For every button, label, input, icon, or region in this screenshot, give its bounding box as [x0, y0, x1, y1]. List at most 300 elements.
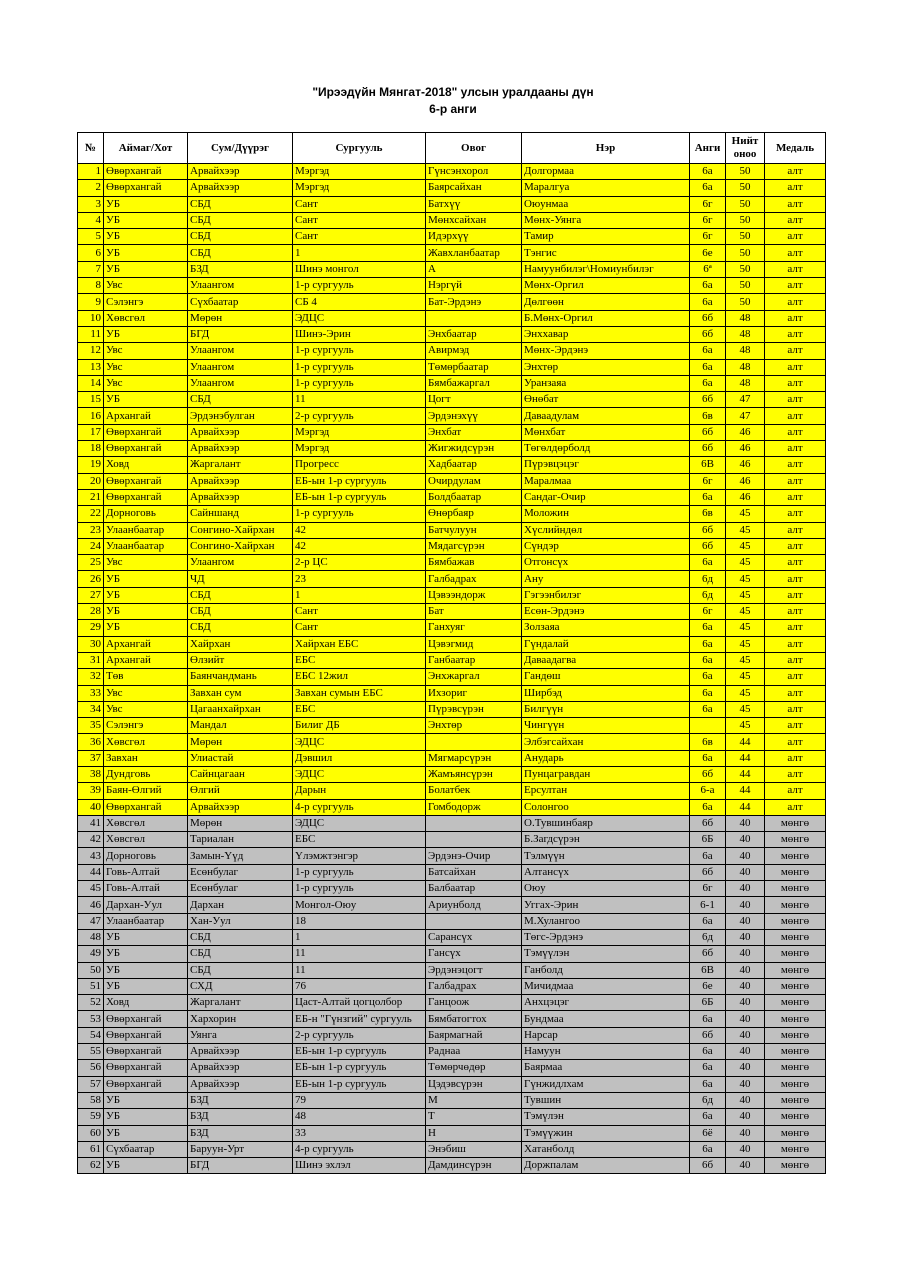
cell-sum: Улаангом: [188, 375, 293, 391]
cell-name: Билгүүн: [522, 701, 690, 717]
cell-grade: 6а: [690, 294, 726, 310]
cell-grade: 6а: [690, 375, 726, 391]
cell-school: Дэвшил: [293, 750, 426, 766]
cell-number: 56: [78, 1060, 104, 1076]
cell-score: 48: [726, 343, 765, 359]
cell-medal: мөнгө: [765, 897, 826, 913]
cell-school: 11: [293, 392, 426, 408]
cell-medal: алт: [765, 441, 826, 457]
cell-aimag: УБ: [104, 978, 188, 994]
cell-name: Хүслийндөл: [522, 522, 690, 538]
table-row: [78, 864, 826, 880]
table-row: [78, 946, 826, 962]
cell-surname: Энхбаатар: [426, 326, 522, 342]
cell-score: 50: [726, 164, 765, 180]
cell-grade: 6ё: [690, 1125, 726, 1141]
cell-aimag: Өвөрхангай: [104, 1044, 188, 1060]
cell-name: Ерсултан: [522, 783, 690, 799]
cell-number: 43: [78, 848, 104, 864]
cell-surname: Болатбек: [426, 783, 522, 799]
cell-school: ЭДЦС: [293, 766, 426, 782]
cell-sum: Арвайхээр: [188, 799, 293, 815]
header-grade: Анги: [690, 133, 726, 164]
table-row: [78, 180, 826, 196]
cell-school: ЭДЦС: [293, 310, 426, 326]
cell-score: 40: [726, 929, 765, 945]
cell-grade: 6а: [690, 620, 726, 636]
cell-number: 9: [78, 294, 104, 310]
cell-sum: ЧД: [188, 571, 293, 587]
table-row: [78, 685, 826, 701]
cell-sum: Есөнбулаг: [188, 881, 293, 897]
cell-school: Цаст-Алтай цогцолбор: [293, 995, 426, 1011]
cell-name: Алтансүх: [522, 864, 690, 880]
cell-surname: Н: [426, 1125, 522, 1141]
cell-sum: Сонгино-Хайрхан: [188, 538, 293, 554]
cell-grade: 6б: [690, 946, 726, 962]
cell-surname: Цэвээндорж: [426, 587, 522, 603]
cell-name: Мөнхбат: [522, 424, 690, 440]
cell-number: 10: [78, 310, 104, 326]
cell-medal: мөнгө: [765, 848, 826, 864]
cell-surname: Батчулуун: [426, 522, 522, 538]
cell-grade: 6а: [690, 750, 726, 766]
cell-sum: СБД: [188, 604, 293, 620]
cell-aimag: Улаанбаатар: [104, 538, 188, 554]
table-row: [78, 229, 826, 245]
cell-name: Уранзаяа: [522, 375, 690, 391]
cell-number: 60: [78, 1125, 104, 1141]
cell-grade: 6а: [690, 1076, 726, 1092]
cell-name: Уггах-Эрин: [522, 897, 690, 913]
cell-school: Шинэ эхлэл: [293, 1158, 426, 1174]
cell-sum: Арвайхээр: [188, 164, 293, 180]
cell-surname: Мядагсүрэн: [426, 538, 522, 554]
cell-surname: Энхтөр: [426, 718, 522, 734]
cell-school: 1: [293, 587, 426, 603]
cell-grade: 6е: [690, 245, 726, 261]
cell-number: 11: [78, 326, 104, 342]
cell-name: Сандаг-Очир: [522, 489, 690, 505]
cell-medal: алт: [765, 164, 826, 180]
table-row: [78, 212, 826, 228]
cell-surname: Энхжаргал: [426, 669, 522, 685]
cell-surname: Сарансүх: [426, 929, 522, 945]
cell-school: 1-р сургууль: [293, 881, 426, 897]
table-row: [78, 962, 826, 978]
cell-score: 40: [726, 978, 765, 994]
cell-score: 50: [726, 245, 765, 261]
cell-score: 45: [726, 571, 765, 587]
cell-grade: 6г: [690, 881, 726, 897]
cell-grade: 6-а: [690, 783, 726, 799]
cell-number: 16: [78, 408, 104, 424]
cell-surname: Ганцоож: [426, 995, 522, 1011]
cell-school: ЭДЦС: [293, 815, 426, 831]
cell-name: Пунцагравдан: [522, 766, 690, 782]
cell-school: 1-р сургууль: [293, 864, 426, 880]
cell-name: Б.Загдсүрэн: [522, 832, 690, 848]
cell-grade: 6-1: [690, 897, 726, 913]
cell-name: Төгс-Эрдэнэ: [522, 929, 690, 945]
table-row: [78, 669, 826, 685]
cell-aimag: Архангай: [104, 636, 188, 652]
cell-grade: 6б: [690, 815, 726, 831]
cell-sum: Мөрөн: [188, 734, 293, 750]
cell-surname: Энэбиш: [426, 1141, 522, 1157]
cell-sum: Жаргалант: [188, 995, 293, 1011]
cell-medal: мөнгө: [765, 962, 826, 978]
cell-sum: Эрдэнэбулган: [188, 408, 293, 424]
cell-grade: 6б: [690, 522, 726, 538]
cell-grade: 6а: [690, 799, 726, 815]
cell-sum: СБД: [188, 962, 293, 978]
cell-score: 46: [726, 457, 765, 473]
cell-school: 11: [293, 962, 426, 978]
cell-name: Оюу: [522, 881, 690, 897]
cell-number: 17: [78, 424, 104, 440]
cell-medal: алт: [765, 326, 826, 342]
cell-number: 4: [78, 212, 104, 228]
cell-school: 1-р сургууль: [293, 506, 426, 522]
cell-grade: 6а: [690, 685, 726, 701]
cell-score: 40: [726, 1158, 765, 1174]
cell-number: 47: [78, 913, 104, 929]
cell-number: 52: [78, 995, 104, 1011]
cell-medal: мөнгө: [765, 946, 826, 962]
cell-number: 49: [78, 946, 104, 962]
document-title: "Ирээдүйн Мянгат-2018" улсын уралдааны дүн: [312, 85, 594, 99]
cell-aimag: Увс: [104, 278, 188, 294]
cell-score: 40: [726, 881, 765, 897]
cell-score: 47: [726, 408, 765, 424]
cell-aimag: Увс: [104, 343, 188, 359]
cell-medal: мөнгө: [765, 1011, 826, 1027]
cell-surname: [426, 832, 522, 848]
table-row: [78, 261, 826, 277]
cell-name: Доржпалам: [522, 1158, 690, 1174]
cell-school: Билиг ДБ: [293, 718, 426, 734]
header-school: Сургууль: [293, 133, 426, 164]
cell-number: 53: [78, 1011, 104, 1027]
header-name: Нэр: [522, 133, 690, 164]
cell-aimag: УБ: [104, 229, 188, 245]
cell-school: 76: [293, 978, 426, 994]
cell-medal: алт: [765, 734, 826, 750]
cell-score: 40: [726, 995, 765, 1011]
cell-score: 45: [726, 636, 765, 652]
cell-number: 21: [78, 489, 104, 505]
cell-aimag: УБ: [104, 1158, 188, 1174]
table-row: [78, 1011, 826, 1027]
cell-score: 44: [726, 750, 765, 766]
cell-school: 33: [293, 1125, 426, 1141]
cell-school: ЕБ-ын 1-р сургууль: [293, 473, 426, 489]
cell-medal: алт: [765, 294, 826, 310]
table-row: [78, 978, 826, 994]
cell-medal: алт: [765, 278, 826, 294]
cell-aimag: Завхан: [104, 750, 188, 766]
cell-grade: 6ª: [690, 261, 726, 277]
cell-grade: 6а: [690, 636, 726, 652]
cell-school: 18: [293, 913, 426, 929]
cell-sum: Арвайхээр: [188, 1044, 293, 1060]
cell-number: 36: [78, 734, 104, 750]
cell-sum: БЗД: [188, 1092, 293, 1108]
cell-name: М.Хулангоо: [522, 913, 690, 929]
table-row: [78, 392, 826, 408]
cell-number: 28: [78, 604, 104, 620]
cell-surname: [426, 734, 522, 750]
cell-score: 50: [726, 261, 765, 277]
table-row: [78, 506, 826, 522]
cell-school: 79: [293, 1092, 426, 1108]
cell-aimag: Өвөрхангай: [104, 1060, 188, 1076]
cell-surname: Гансүх: [426, 946, 522, 962]
cell-number: 40: [78, 799, 104, 815]
cell-surname: Цэдэвсүрэн: [426, 1076, 522, 1092]
cell-school: Сант: [293, 604, 426, 620]
table-row: [78, 489, 826, 505]
cell-name: Долгормаа: [522, 164, 690, 180]
cell-grade: 6а: [690, 489, 726, 505]
cell-sum: БГД: [188, 326, 293, 342]
table-row: [78, 522, 826, 538]
table-row: [78, 815, 826, 831]
cell-grade: 6в: [690, 408, 726, 424]
cell-grade: 6б: [690, 1158, 726, 1174]
cell-name: О.Тувшинбаяр: [522, 815, 690, 831]
table-row: [78, 701, 826, 717]
cell-name: Маралгуа: [522, 180, 690, 196]
cell-school: ЕБС: [293, 832, 426, 848]
cell-sum: Уянга: [188, 1027, 293, 1043]
cell-medal: алт: [765, 245, 826, 261]
table-row: [78, 310, 826, 326]
cell-number: 2: [78, 180, 104, 196]
cell-aimag: Архангай: [104, 408, 188, 424]
cell-aimag: Увс: [104, 375, 188, 391]
cell-sum: Улаангом: [188, 343, 293, 359]
cell-number: 13: [78, 359, 104, 375]
cell-surname: Баярмагнай: [426, 1027, 522, 1043]
cell-surname: Баярсайхан: [426, 180, 522, 196]
cell-score: 40: [726, 815, 765, 831]
cell-school: 23: [293, 571, 426, 587]
cell-school: ЕБС: [293, 652, 426, 668]
cell-score: 44: [726, 766, 765, 782]
cell-grade: 6а: [690, 913, 726, 929]
cell-surname: М: [426, 1092, 522, 1108]
cell-aimag: УБ: [104, 326, 188, 342]
cell-surname: Өнөрбаяр: [426, 506, 522, 522]
cell-medal: мөнгө: [765, 1044, 826, 1060]
cell-name: Анударь: [522, 750, 690, 766]
cell-sum: Арвайхээр: [188, 1076, 293, 1092]
cell-school: 42: [293, 538, 426, 554]
cell-grade: 6а: [690, 1044, 726, 1060]
cell-sum: Улаангом: [188, 359, 293, 375]
cell-number: 18: [78, 441, 104, 457]
cell-grade: 6а: [690, 848, 726, 864]
cell-sum: Арвайхээр: [188, 180, 293, 196]
cell-name: Тэмүлэн: [522, 1109, 690, 1125]
cell-sum: Цагаанхайрхан: [188, 701, 293, 717]
cell-aimag: Улаанбаатар: [104, 522, 188, 538]
cell-medal: алт: [765, 750, 826, 766]
cell-name: Тамир: [522, 229, 690, 245]
cell-name: Гандөш: [522, 669, 690, 685]
cell-medal: алт: [765, 799, 826, 815]
cell-sum: Дархан: [188, 897, 293, 913]
table-row: [78, 343, 826, 359]
cell-score: 44: [726, 734, 765, 750]
cell-name: Анхцэцэг: [522, 995, 690, 1011]
cell-grade: 6б: [690, 441, 726, 457]
cell-sum: СБД: [188, 946, 293, 962]
cell-score: 50: [726, 229, 765, 245]
cell-medal: алт: [765, 783, 826, 799]
cell-score: 40: [726, 1092, 765, 1108]
cell-sum: БЗД: [188, 1109, 293, 1125]
cell-sum: СБД: [188, 587, 293, 603]
cell-name: Ганболд: [522, 962, 690, 978]
cell-medal: мөнгө: [765, 913, 826, 929]
cell-aimag: Сүхбаатар: [104, 1141, 188, 1157]
cell-score: 48: [726, 359, 765, 375]
cell-name: Маралмаа: [522, 473, 690, 489]
cell-medal: алт: [765, 669, 826, 685]
cell-medal: мөнгө: [765, 864, 826, 880]
cell-surname: Т: [426, 1109, 522, 1125]
cell-medal: алт: [765, 180, 826, 196]
cell-number: 19: [78, 457, 104, 473]
cell-aimag: Төв: [104, 669, 188, 685]
cell-number: 23: [78, 522, 104, 538]
cell-school: Завхан сумын ЕБС: [293, 685, 426, 701]
table-row: [78, 881, 826, 897]
table-row: [78, 1027, 826, 1043]
cell-school: Мэргэд: [293, 441, 426, 457]
cell-school: Сант: [293, 196, 426, 212]
table-row: [78, 1141, 826, 1157]
cell-grade: 6д: [690, 929, 726, 945]
cell-surname: Жамъянсүрэн: [426, 766, 522, 782]
cell-score: 46: [726, 473, 765, 489]
cell-score: 44: [726, 783, 765, 799]
cell-surname: Раднаа: [426, 1044, 522, 1060]
cell-surname: Хадбаатар: [426, 457, 522, 473]
cell-school: 1-р сургууль: [293, 278, 426, 294]
header-medal: Медаль: [765, 133, 826, 164]
cell-school: ЭДЦС: [293, 734, 426, 750]
cell-grade: 6а: [690, 1060, 726, 1076]
cell-medal: алт: [765, 489, 826, 505]
cell-sum: СБД: [188, 929, 293, 945]
cell-score: 45: [726, 685, 765, 701]
cell-medal: алт: [765, 310, 826, 326]
cell-grade: 6г: [690, 229, 726, 245]
cell-grade: 6б: [690, 766, 726, 782]
cell-number: 27: [78, 587, 104, 603]
cell-sum: Хайрхан: [188, 636, 293, 652]
cell-surname: Гүнсэнхорол: [426, 164, 522, 180]
cell-aimag: Увс: [104, 555, 188, 571]
cell-score: 50: [726, 212, 765, 228]
cell-number: 14: [78, 375, 104, 391]
cell-number: 57: [78, 1076, 104, 1092]
cell-grade: 6а: [690, 1109, 726, 1125]
cell-number: 62: [78, 1158, 104, 1174]
cell-sum: Арвайхээр: [188, 473, 293, 489]
cell-score: 45: [726, 522, 765, 538]
cell-school: 1: [293, 929, 426, 945]
cell-name: Баярмаа: [522, 1060, 690, 1076]
cell-name: Б.Мөнх-Оргил: [522, 310, 690, 326]
cell-sum: Өлгий: [188, 783, 293, 799]
cell-aimag: Өвөрхангай: [104, 1076, 188, 1092]
cell-aimag: УБ: [104, 946, 188, 962]
cell-school: ЕБ-ын 1-р сургууль: [293, 1076, 426, 1092]
cell-score: 40: [726, 1141, 765, 1157]
cell-name: Намуун: [522, 1044, 690, 1060]
cell-school: ЕБС: [293, 701, 426, 717]
cell-number: 51: [78, 978, 104, 994]
cell-school: 48: [293, 1109, 426, 1125]
cell-surname: Ариунболд: [426, 897, 522, 913]
cell-sum: Завхан сум: [188, 685, 293, 701]
cell-grade: 6б: [690, 310, 726, 326]
cell-grade: 6а: [690, 701, 726, 717]
cell-aimag: Өвөрхангай: [104, 489, 188, 505]
cell-number: 25: [78, 555, 104, 571]
table-row: [78, 734, 826, 750]
cell-score: 45: [726, 555, 765, 571]
cell-number: 20: [78, 473, 104, 489]
cell-aimag: Өвөрхангай: [104, 424, 188, 440]
cell-surname: Мөнхсайхан: [426, 212, 522, 228]
cell-number: 24: [78, 538, 104, 554]
cell-aimag: Сэлэнгэ: [104, 718, 188, 734]
table-row: [78, 995, 826, 1011]
cell-surname: Ганхуяг: [426, 620, 522, 636]
cell-number: 5: [78, 229, 104, 245]
header-surname: Овог: [426, 133, 522, 164]
cell-grade: 6а: [690, 343, 726, 359]
cell-name: Мөнх-Уянга: [522, 212, 690, 228]
cell-score: 45: [726, 718, 765, 734]
cell-grade: 6е: [690, 978, 726, 994]
table-row: [78, 441, 826, 457]
cell-number: 44: [78, 864, 104, 880]
cell-grade: 6г: [690, 212, 726, 228]
cell-aimag: Дорноговь: [104, 848, 188, 864]
cell-number: 7: [78, 261, 104, 277]
cell-score: 40: [726, 1027, 765, 1043]
cell-sum: СБД: [188, 196, 293, 212]
cell-medal: алт: [765, 636, 826, 652]
cell-name: Хатанболд: [522, 1141, 690, 1157]
cell-grade: 6б: [690, 326, 726, 342]
header-row: [78, 133, 826, 164]
cell-score: 40: [726, 897, 765, 913]
cell-sum: СБД: [188, 392, 293, 408]
cell-score: 46: [726, 441, 765, 457]
cell-school: ЕБ-ын 1-р сургууль: [293, 1060, 426, 1076]
cell-medal: мөнгө: [765, 929, 826, 945]
table-row: [78, 375, 826, 391]
table-row: [78, 538, 826, 554]
